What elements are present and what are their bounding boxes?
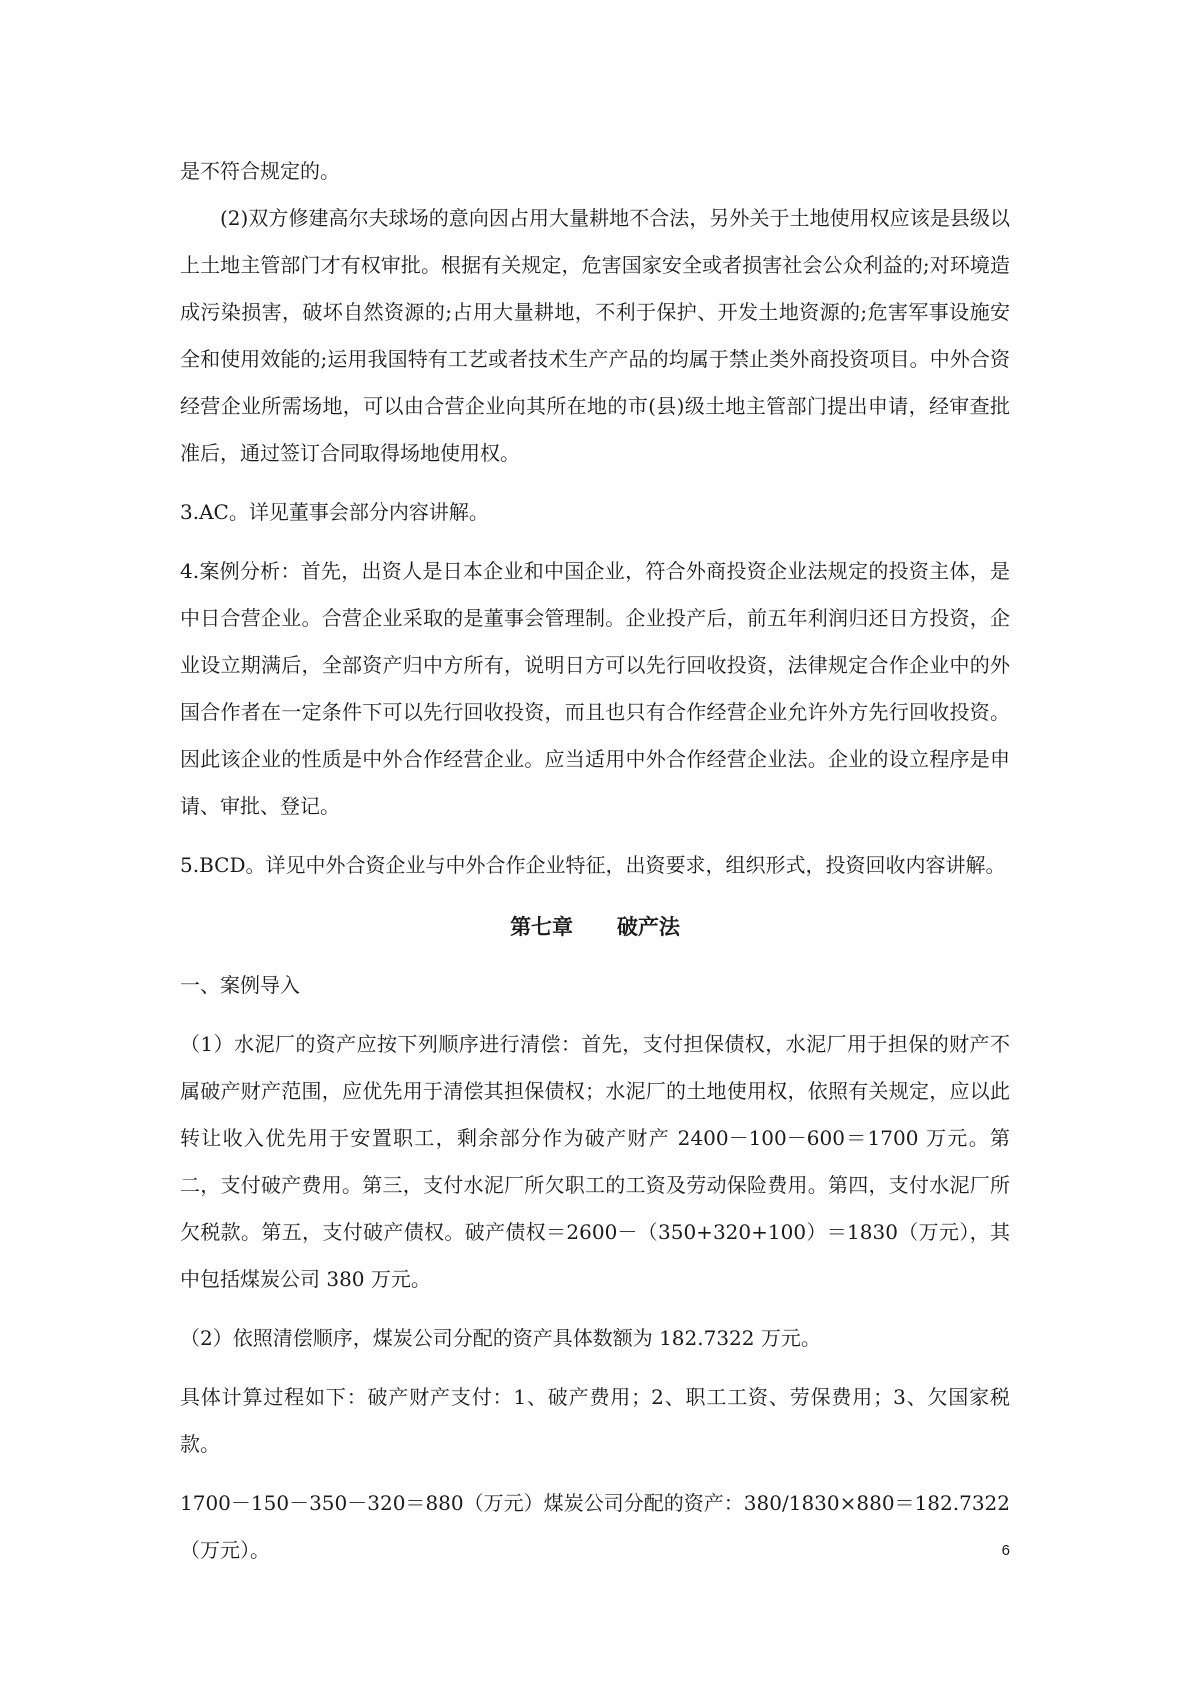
- paragraph-answer-5: 5.BCD。详见中外合资企业与中外合作企业特征，出资要求，组织形式，投资回收内容讲解。: [180, 853, 1006, 877]
- paragraph-answer-4: 4.案例分析：首先，出资人是日本企业和中国企业，符合外商投资企业法规定的投资主体，是中日合营企业。合营企业采取的是董事会管理制。企业投产后，前五年利润归还日方投资，企业设立期满后，全部资产归中方所有，说明日方可以先行回收投资，法律规定合作企业中的外国合作者在一定条件下可以先行回收投资，而且也只有合作经营企业允许外方先行回收投资。因此该企业的性质是中外合作经营企业。应当适用中外合作经营企业法。企业的设立程序是申请、审批、登记。: [180, 559, 1010, 818]
- paragraph-calculation: 1700－150－350－320＝880（万元）煤炭公司分配的资产：380/1830×880＝182.7322（万元）。: [180, 1491, 1010, 1562]
- paragraph-answer-3: 3.AC。详见董事会部分内容讲解。: [180, 500, 489, 524]
- paragraph-answer-2: (2)双方修建高尔夫球场的意向因占用大量耕地不合法，另外关于土地使用权应该是县级以上土地主管部门才有权审批。根据有关规定，危害国家安全或者损害社会公众利益的;对环境造成污染损害，破坏自然资源的;占用大量耕地，不利于保护、开发土地资源的;危害军事设施安全和使用效能的;运用我国特有工艺或者技术生产产品的均属于禁止类外商投资项目。中外合资经营企业所需场地，可以由合营企业向其所在地的市(县)级土地主管部门提出申请，经审查批准后，通过签订合同取得场地使用权。: [180, 206, 1010, 465]
- paragraph-calculation-intro: 具体计算过程如下：破产财产支付：1、破产费用；2、职工工资、劳保费用；3、欠国家税款。: [180, 1385, 1010, 1456]
- section-heading: 一、案例导入: [180, 973, 300, 997]
- paragraph-case-2: （2）依照清偿顺序，煤炭公司分配的资产具体数额为 182.7322 万元。: [180, 1326, 821, 1350]
- paragraph-case-1: （1）水泥厂的资产应按下列顺序进行清偿：首先，支付担保债权，水泥厂用于担保的财产不属破产财产范围，应优先用于清偿其担保债权；水泥厂的土地使用权，依照有关规定，应以此转让收入优先用于安置职工，剩余部分作为破产财产 2400－100－600＝1700 万元。第二，支付破产费用。第三，支付水泥厂所欠职工的工资及劳动保险费用。第四，支付水泥厂所欠税款。第五，支付破产债权。破产债权＝2600－（350+320+100）＝1830（万元），其中包括煤炭公司 380 万元。: [180, 1032, 1010, 1291]
- page-number: 6: [1001, 1542, 1010, 1559]
- paragraph-continuation: 是不符合规定的。: [180, 159, 340, 183]
- page-body: [180, 148, 1010, 1574]
- chapter-title: 第七章 破产法: [510, 914, 680, 939]
